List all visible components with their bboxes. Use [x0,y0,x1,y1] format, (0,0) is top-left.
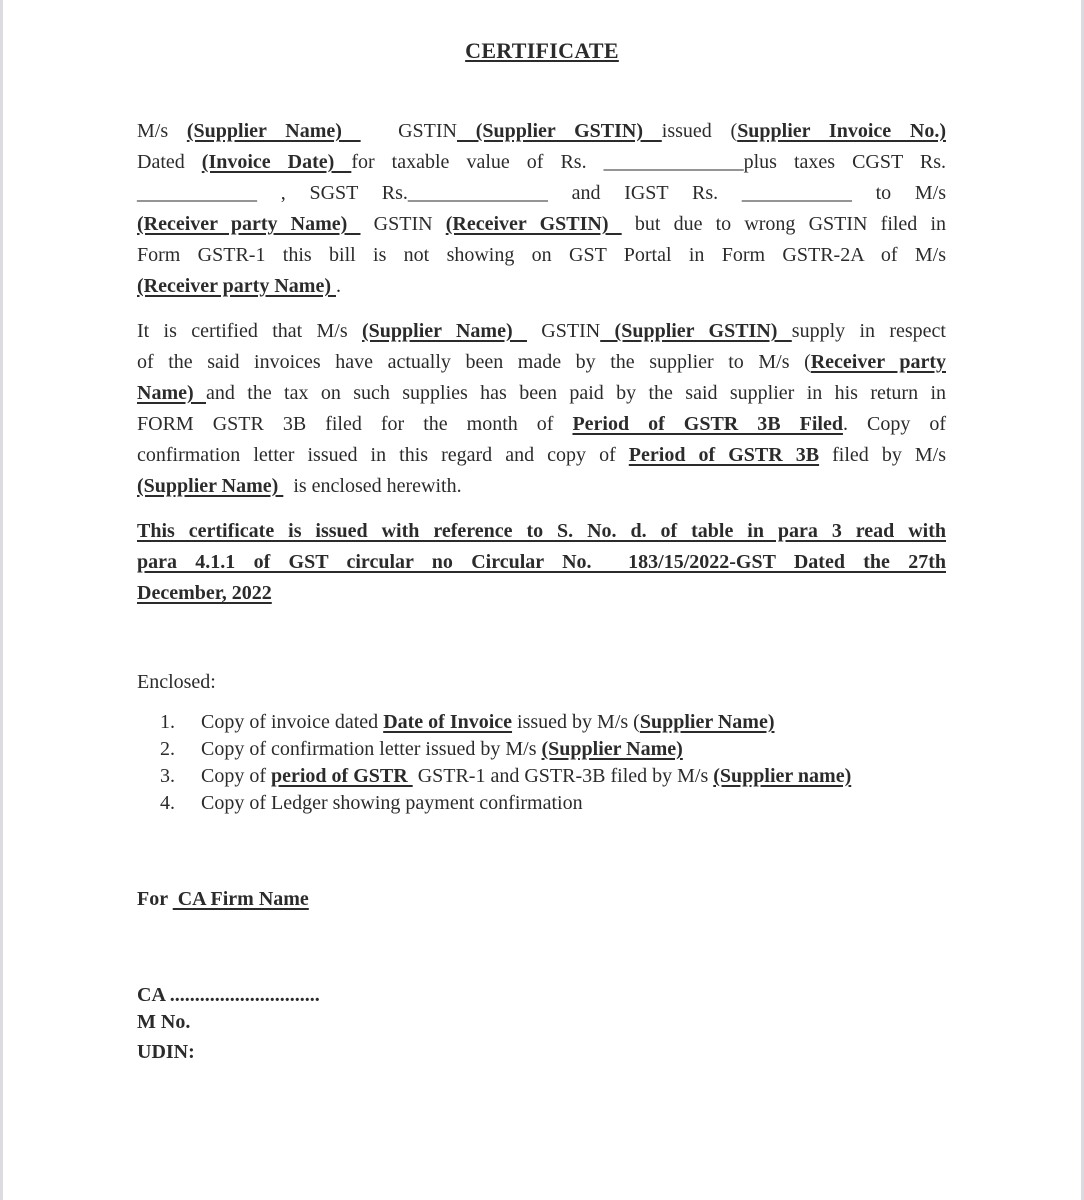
text-line [137,440,946,471]
list-text [201,790,583,817]
text-segment: It is certified that M/s [137,320,362,342]
text-segment: GSTIN [360,120,457,142]
placeholder-field: Receiver party [810,351,946,373]
text-line [137,316,946,347]
text-line [137,347,946,378]
text-segment: confirmation letter issued in this regard and copy of [137,444,629,466]
text-line [137,147,946,178]
firm-name: CA Firm Name [172,888,309,910]
text-segment: is enclosed herewith. [283,475,462,497]
text-line [137,547,946,578]
placeholder-field: Date of Invoice [383,711,513,733]
text-line [137,209,946,240]
text-segment: and the tax on such supplies has been paid by the said supplier in his return in [206,382,946,404]
placeholder-field: (Supplier name) [713,765,852,787]
text-segment: of the said invoices have actually been made by the supplier to M/s ( [137,351,811,373]
enclosed-heading: Enclosed: [137,671,216,693]
text-segment: but due to wrong GSTIN filed in [621,213,947,235]
paragraph-circular-reference [137,516,946,609]
paragraph-invoice-details [137,116,946,302]
placeholder-field: Supplier Invoice No.) [737,120,946,142]
placeholder-field: (Supplier Name) [137,475,284,497]
placeholder-field: Name) [137,382,207,404]
text-line [137,178,946,209]
list-text [201,736,683,763]
ca-signature-line: CA .............................. [137,984,320,1006]
text-line [137,409,946,440]
page-edge-left [0,0,3,1200]
placeholder-field: (Invoice Date) [201,151,352,173]
text-segment: GSTR-1 and GSTR-3B filed by M/s [412,765,714,787]
placeholder-field: Supplier Name) [639,711,775,733]
list-number: 2. [160,738,175,760]
placeholder-field: This certificate is issued with reference to S. No. d. of table in para 3 read with [137,520,946,542]
text-segment: Dated [137,151,202,173]
list-number: 4. [160,792,175,814]
list-text [201,709,774,736]
for-label: For [137,888,173,910]
text-line [137,271,946,302]
text-segment: issued by M/s ( [512,711,640,733]
text-segment: Copy of confirmation letter issued by M/s [201,738,542,760]
text-segment: Form GSTR-1 this bill is not showing on GST Portal in Form GSTR-2A of M/s [137,244,946,266]
text-segment: filed by M/s [819,444,947,466]
placeholder-field: (Receiver party Name) [137,213,361,235]
text-line [137,578,946,609]
text-segment: FORM GSTR 3B filed for the month of [137,413,573,435]
text-segment: for taxable value of Rs. ______________plus taxes CGST Rs. [351,151,946,173]
text-segment: ____________ , SGST Rs.______________ and IGST Rs. ___________ to M/s [137,182,946,204]
for-firm-line [137,886,309,913]
placeholder-field: Period of GSTR 3B [628,444,820,466]
placeholder-field: (Supplier GSTIN) [457,120,662,142]
membership-number-label: M No. [137,1011,191,1033]
placeholder-field: period of GSTR [271,765,413,787]
text-segment: Copy of Ledger showing payment confirmation [201,792,583,814]
placeholder-field: Period of GSTR 3B Filed [572,413,843,435]
placeholder-field: (Receiver party Name) [137,275,336,297]
list-number: 1. [160,711,175,733]
text-line [137,471,946,502]
list-number: 3. [160,765,175,787]
udin-label: UDIN: [137,1041,195,1063]
paragraph-certification [137,316,946,502]
text-segment: supply in respect [791,320,946,342]
placeholder-field: (Receiver GSTIN) [445,213,622,235]
text-segment: Copy of invoice dated [201,711,384,733]
placeholder-field: (Supplier Name) [186,120,361,142]
text-segment: . [335,275,341,297]
placeholder-field: (Supplier Name) [361,320,527,342]
text-segment: . Copy of [842,413,946,435]
placeholder-field: para 4.1.1 of GST circular no Circular No. 183/15/2022-GST Dated the 27th [137,551,946,573]
text-line [137,240,946,271]
placeholder-field: (Supplier GSTIN) [600,320,792,342]
text-segment: issued ( [661,120,738,142]
list-text [201,763,851,790]
document-title: CERTIFICATE [465,38,619,63]
placeholder-field: (Supplier Name) [541,738,683,760]
text-segment: GSTIN [360,213,446,235]
text-line [137,116,946,147]
text-segment: GSTIN [526,320,601,342]
text-segment: M/s [137,120,187,142]
text-line [137,378,946,409]
placeholder-field: December, 2022 [137,582,272,604]
text-line [137,516,946,547]
text-segment: Copy of [201,765,271,787]
